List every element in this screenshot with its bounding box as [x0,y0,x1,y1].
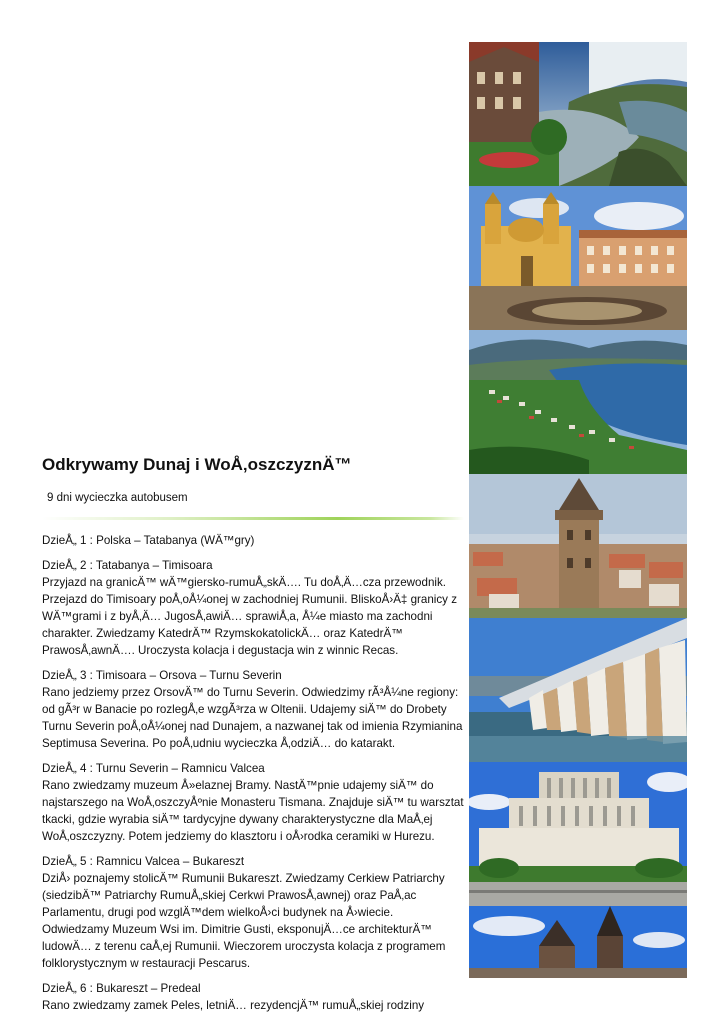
photo-iron-gate-dam [469,618,687,762]
trip-subtitle: 9 dni wycieczka autobusem [47,492,188,504]
day-text-line: (siedzibÄ™ Patriarchy RumuÅ„skiej Cerkwi PrawosÅ‚awnej) oraz PaÅ‚ac [42,889,417,902]
day-text-line: Rano zwiedzamy muzeum Å»elaznej Bramy. NastÄ™pnie udajemy siÄ™ do [42,779,434,792]
photo-column [469,42,687,978]
day-heading: DzieÅ„ 1 : Polska – Tatabanya (WÄ™gry) [42,534,255,547]
photo-orsova-lake-panorama [469,330,687,474]
photo-peles-castle-towers [469,906,687,978]
day-heading: DzieÅ„ 2 : Tatabanya – Timisoara [42,559,213,572]
day-text-line: Turnu Severin poÅ‚oÅ¼onej nad Dunajem, a nazwanej tak od imienia Rzymianina [42,720,463,733]
photo-palace-of-parliament [469,762,687,906]
day-3 [42,667,468,752]
photo-drobeta-water-tower [469,474,687,618]
page-title: Odkrywamy Dunaj i WoÅ‚oszczyznÄ™ [42,455,352,474]
day-1 [42,532,468,549]
day-text-line: DziÅ› poznajemy stolicÄ™ Rumunii Bukareszt. Zwiedzamy Cerkiew Patriarchy [42,872,445,885]
photo-timisoara-cathedral-square [469,186,687,330]
day-text-line: charakter. Zwiedzamy KatedrÄ™ RzymskokatolickÄ… oraz KatedrÄ™ [42,627,403,640]
day-text-line: od gÃ³r w Banacie po rozlegÅ‚e wzgÃ³rza w Oltenii. Udajemy siÄ™ do Drobety [42,703,447,716]
day-text-line: PrawosÅ‚awnÄ…. Uroczysta kolacja i degustacja win z winnic Recas. [42,644,399,657]
day-text-line: ludowÄ… z terenu caÅ‚ej Rumunii. Wieczorem uroczysta kolacja z programem [42,940,446,953]
day-text-line: Rano jedziemy przez OrsovÄ™ do Turnu Severin. Odwiedzimy rÃ³Å¼ne regiony: [42,686,459,699]
day-text-line: Rano zwiedzamy zamek Peles, letniÄ… rezydencjÄ™ rumuÅ„skiej rodziny [42,999,425,1012]
day-text-line: WÄ™grami i z byÅ‚Ä… JugosÅ‚awiÄ… sprawiÅ‚a, Å¼e miasto ma zachodni [42,610,433,623]
day-5 [42,853,468,972]
itinerary [42,532,468,1022]
day-2 [42,557,468,659]
day-heading: DzieÅ„ 6 : Bukareszt – Predeal [42,982,201,995]
day-6 [42,980,468,1014]
green-divider [42,517,464,520]
photo-timisoara-and-danube-collage [469,42,687,186]
day-text-line: Przyjazd na granicÄ™ wÄ™giersko-rumuÅ„skÄ…. Tu doÅ‚Ä…cza przewodnik. [42,576,446,589]
day-text-line: Parlamentu, drugi pod wzglÄ™dem wielkoÅ›ci budynek na Å›wiecie. [42,906,394,919]
day-text-line: tkacki, gdzie wyrabia siÄ™ tardycyjne dywany charakterystyczne dla MaÅ‚ej [42,813,433,826]
day-text-line: najstarszego na WoÅ‚oszczyÅºnie Monasteru Tismana. Znajduje siÄ™ tu warsztat [42,796,464,809]
day-text-line: folklorystycznym w restauracji Pescarus. [42,957,251,970]
day-heading: DzieÅ„ 4 : Turnu Severin – Ramnicu Valcea [42,762,265,775]
day-text-line: Septimusa Severina. Po poÅ‚udniu wycieczka Å‚odziÄ… do katarakt. [42,737,396,750]
day-4 [42,760,468,845]
day-text-line: Przejazd do Timisoary poÅ‚oÅ¼onej w zachodniej Rumunii. BliskoÅ›Ä‡ granicy z [42,593,457,606]
day-text-line: WoÅ‚oszczyzny. Potem jedziemy do klasztoru i oÅ›rodka ceramiki w Hurezu. [42,830,435,843]
day-text-line: Odwiedzamy Muzeum Wsi im. Dimitrie Gusti, eksponujÄ…ce architekturÄ™ [42,923,432,936]
day-heading: DzieÅ„ 3 : Timisoara – Orsova – Turnu Severin [42,669,282,682]
day-heading: DzieÅ„ 5 : Ramnicu Valcea – Bukareszt [42,855,245,868]
